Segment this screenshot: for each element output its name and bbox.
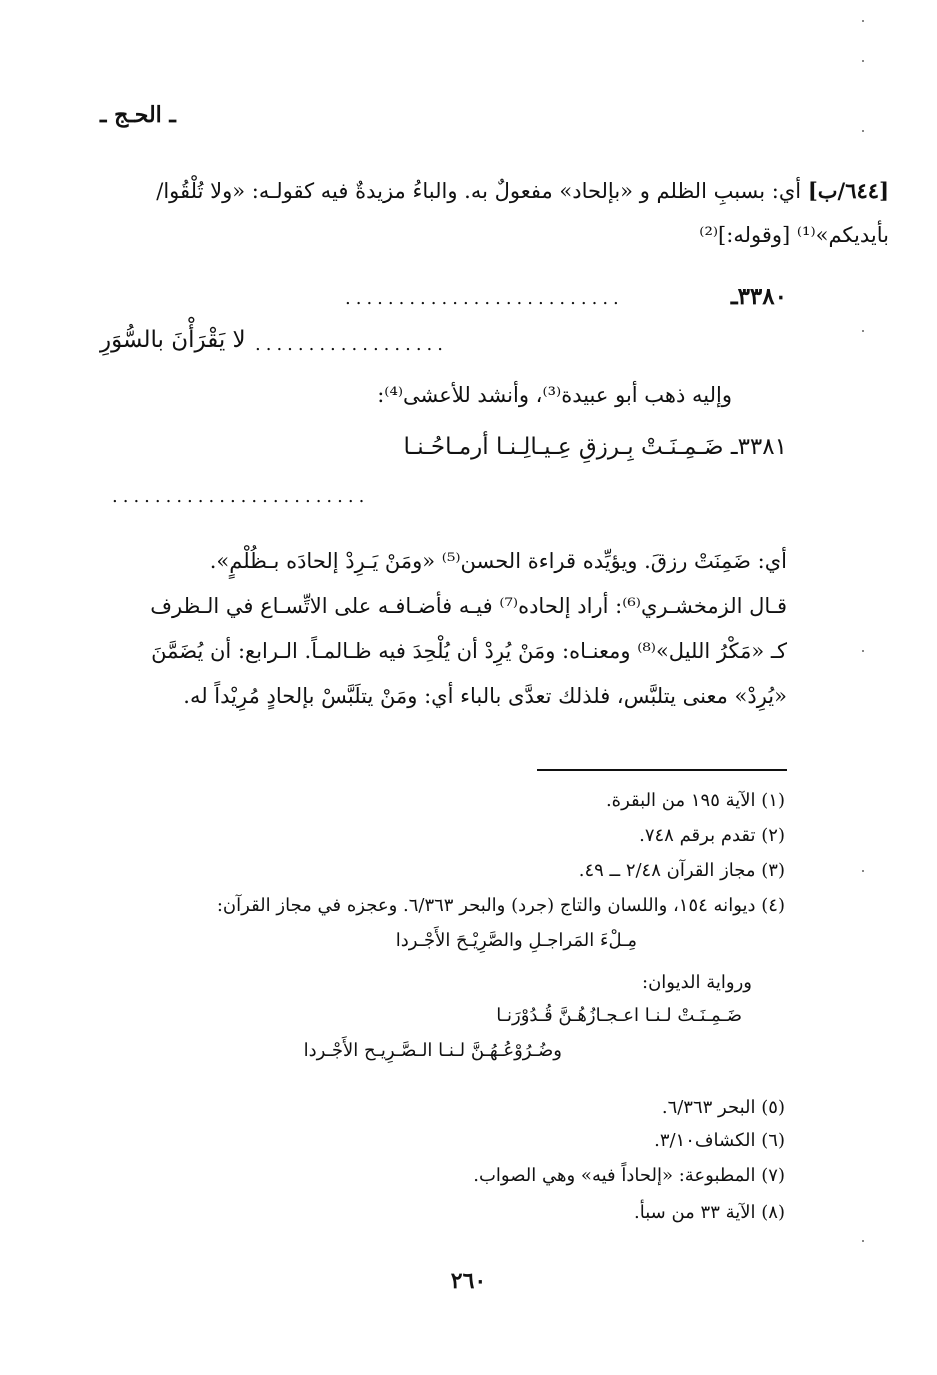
footnote-4-hemistich: مِـلْءَ المَراجـلِ والصَّرِيْـحَ الأَجْـردا [395,930,637,951]
footnote-number: (٧) [761,1165,785,1186]
verse-3381-dots: ........................ [112,486,370,507]
verse-3380-text: لا يَقْرَأْنَ بالسُّوَرِ [100,327,246,353]
verse-3380-dots-second: .................. [255,334,448,355]
body-line-1 [156,178,889,203]
footnote-text: البحر ٦/٣٦٣. [661,1097,756,1118]
footnote-8 [634,1202,785,1223]
footnote-text: ديوانه ١٥٤، واللسان والتاج (جرد) والبحر ٦/٣٦٣. وعجزه في مجاز القرآن: [216,895,756,916]
footnote-text: الآية ١٩٥ من البقرة. [605,790,756,811]
page-number: ٢٦٠ [450,1268,487,1294]
margin-folio-reference: [٦٤٤/ب] [807,178,889,203]
footnote-text: المطبوعة: «إلحاداً فيه» وهي الصواب. [473,1165,756,1186]
scan-speck [862,650,864,652]
scan-speck [862,330,864,332]
footnote-number: (٤) [761,895,785,916]
footnote-number: (٣) [761,860,785,881]
scan-speck [862,130,864,132]
verse-3380-dots-first: .......................... [345,288,624,309]
paragraph-line-3: كـ «مَكْرُ الليل»⁽⁸⁾ ومعنـاه: ومَنْ يُرِدْ أن يُلْحِدَ فيه ظـالمـاً. الـرابع: أن يُضَمَّنَ [151,639,787,663]
scan-speck [862,20,864,22]
footnote-4-riwaya-label: ورواية الديوان: [642,972,752,993]
footnote-6 [654,1130,785,1151]
scan-speck [862,60,864,62]
footnote-number: (٦) [761,1130,785,1151]
footnote-4-riwaya-line-2: وضُـرُوْعُـهُـنَّ لـنـا الـصَّـرِيـح الأَجْـردا [303,1040,562,1061]
footnote-separator [537,769,787,771]
footnote-number: (٢) [761,825,785,846]
footnote-text: تقدم برقم ٧٤٨. [639,825,756,846]
footnote-4-riwaya-line-1: ضَـمِـنَـتْ لـنـا اعـجـازُهُـنَّ قُـدُوْرَنـا [496,1005,742,1026]
footnote-5 [662,1097,785,1118]
paragraph-line-4: «يُرِدْ» معنى يتلبَّس، فلذلك تعدَّى بالباء أي: ومَنْ يتلَبَّسْ بإلحادٍ مُرِيْداً له. [183,684,787,708]
attribution-line: وإليه ذهب أبو عبيدة⁽³⁾، وأنشد للأعشى⁽⁴⁾: [377,383,732,407]
footnote-number: (٨) [761,1202,785,1223]
scan-speck [862,870,864,872]
footnote-text: الكشاف٣/١٠. [654,1130,756,1151]
body-line-2: بأيديكم»⁽¹⁾ [وقوله:]⁽²⁾ [699,223,889,247]
running-header-title: ـ الحـج ـ [100,102,176,128]
verse-3381: ٣٣٨١ـ ضَـمِـنَـتْ بِـرزقِ عِـيـالِـنـا أرمـاحُـنـا [403,434,787,460]
footnote-text: الآية ٣٣ من سبأ. [634,1202,756,1223]
body-line-1-text: أي: بسببِ الظلم و «بإلحاد» مفعولٌ به. والباءُ مزيدةٌ فيه كقولـه: «ولا تُلْقُوا/ [156,179,802,203]
footnote-4 [217,895,785,916]
footnote-1 [606,790,785,811]
footnote-number: (١) [761,790,785,811]
footnote-3 [579,860,785,881]
footnote-2 [639,825,785,846]
footnote-7 [473,1165,785,1186]
verse-3380-number: ٣٣٨٠ـ [730,283,787,310]
footnote-number: (٥) [761,1097,785,1118]
paragraph-line-2: قـال الزمخشـري⁽⁶⁾: أراد إلحاده⁽⁷⁾ فيـه فأضـافـه على الاتِّسـاع في الـظرف [150,594,787,618]
footnote-text: مجاز القرآن ٢/٤٨ ــ ٤٩. [578,860,756,881]
scan-speck [862,1240,864,1242]
paragraph-line-1: أي: ضَمِنَتْ رزقَ. ويؤيِّده قراءة الحسن⁽⁵⁾ «ومَنْ يَـرِدْ إلحادَه بـظُلْمٍ». [209,549,787,573]
